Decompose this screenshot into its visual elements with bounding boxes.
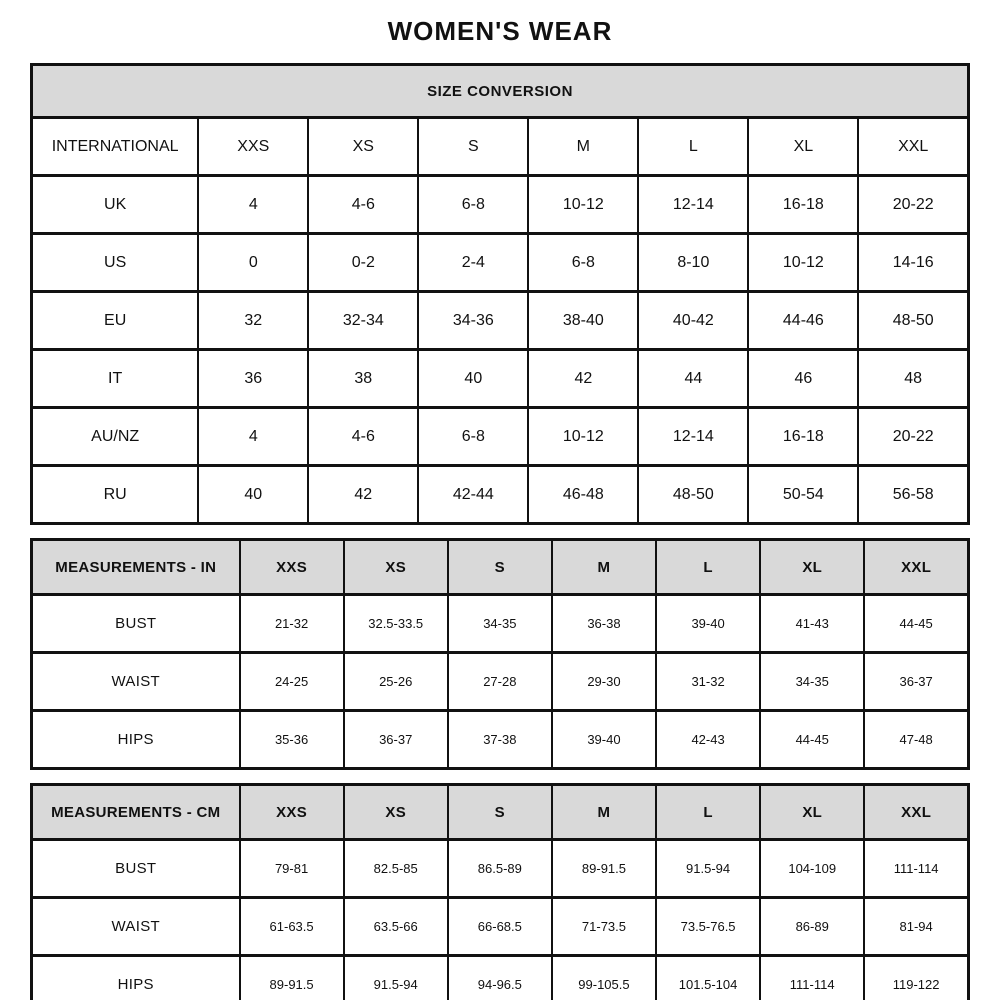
column-header-xxl: XXL bbox=[864, 540, 968, 595]
table-cell: 31-32 bbox=[656, 653, 760, 711]
column-header-row bbox=[32, 118, 969, 176]
table-cell: 38-40 bbox=[528, 292, 638, 350]
column-header-l: L bbox=[656, 540, 760, 595]
column-header-xs: XS bbox=[344, 540, 448, 595]
table-cell: 37-38 bbox=[448, 711, 552, 769]
table-row bbox=[32, 711, 969, 769]
table-cell: 104-109 bbox=[760, 840, 864, 898]
table-cell: 39-40 bbox=[656, 595, 760, 653]
table-cell: 35-36 bbox=[240, 711, 344, 769]
table-cell: 86-89 bbox=[760, 898, 864, 956]
table-cell: 20-22 bbox=[858, 408, 968, 466]
column-header-xs: XS bbox=[308, 118, 418, 176]
table-cell: 34-35 bbox=[760, 653, 864, 711]
table-cell: 47-48 bbox=[864, 711, 968, 769]
row-label: EU bbox=[32, 292, 199, 350]
table-cell: 48-50 bbox=[638, 466, 748, 524]
row-label: UK bbox=[32, 176, 199, 234]
table-cell: 42 bbox=[308, 466, 418, 524]
column-header-row bbox=[32, 785, 969, 840]
table-cell: 24-25 bbox=[240, 653, 344, 711]
table-cell: 119-122 bbox=[864, 956, 968, 1000]
table-cell: 42-43 bbox=[656, 711, 760, 769]
table-cell: 48-50 bbox=[858, 292, 968, 350]
table-cell: 81-94 bbox=[864, 898, 968, 956]
table-cell: 6-8 bbox=[528, 234, 638, 292]
table-cell: 4 bbox=[198, 176, 308, 234]
table-cell: 73.5-76.5 bbox=[656, 898, 760, 956]
table-cell: 61-63.5 bbox=[240, 898, 344, 956]
table-cell: 94-96.5 bbox=[448, 956, 552, 1000]
table-cell: 40 bbox=[198, 466, 308, 524]
column-header-measurements-in: MEASUREMENTS - IN bbox=[32, 540, 240, 595]
table-row bbox=[32, 466, 969, 524]
column-header-xs: XS bbox=[344, 785, 448, 840]
table-cell: 27-28 bbox=[448, 653, 552, 711]
row-label: RU bbox=[32, 466, 199, 524]
column-header-row bbox=[32, 540, 969, 595]
table-banner-row bbox=[32, 65, 969, 118]
table-cell: 36-38 bbox=[552, 595, 656, 653]
table-row bbox=[32, 898, 969, 956]
table-cell: 10-12 bbox=[748, 234, 858, 292]
table-cell: 32 bbox=[198, 292, 308, 350]
table-cell: 0 bbox=[198, 234, 308, 292]
column-header-m: M bbox=[528, 118, 638, 176]
table-row bbox=[32, 956, 969, 1000]
row-label: US bbox=[32, 234, 199, 292]
row-label: AU/NZ bbox=[32, 408, 199, 466]
page-title: WOMEN'S WEAR bbox=[387, 16, 613, 46]
table-cell: 40-42 bbox=[638, 292, 748, 350]
table-cell: 42 bbox=[528, 350, 638, 408]
table-cell: 25-26 bbox=[344, 653, 448, 711]
table-cell: 39-40 bbox=[552, 711, 656, 769]
table-cell: 29-30 bbox=[552, 653, 656, 711]
table-cell: 91.5-94 bbox=[656, 840, 760, 898]
table-cell: 48 bbox=[858, 350, 968, 408]
table-cell: 16-18 bbox=[748, 408, 858, 466]
column-header-xxl: XXL bbox=[858, 118, 968, 176]
table-cell: 82.5-85 bbox=[344, 840, 448, 898]
table-cell: 36 bbox=[198, 350, 308, 408]
table-cell: 6-8 bbox=[418, 408, 528, 466]
column-header-s: S bbox=[418, 118, 528, 176]
column-header-m: M bbox=[552, 785, 656, 840]
table-row bbox=[32, 234, 969, 292]
column-header-s: S bbox=[448, 540, 552, 595]
table-cell: 50-54 bbox=[748, 466, 858, 524]
table-cell: 66-68.5 bbox=[448, 898, 552, 956]
table-cell: 16-18 bbox=[748, 176, 858, 234]
table-cell: 10-12 bbox=[528, 408, 638, 466]
row-label: HIPS bbox=[32, 711, 240, 769]
table-cell: 12-14 bbox=[638, 176, 748, 234]
column-header-xxs: XXS bbox=[240, 540, 344, 595]
table-cell: 4-6 bbox=[308, 176, 418, 234]
table-row bbox=[32, 408, 969, 466]
table-cell: 38 bbox=[308, 350, 418, 408]
column-header-xl: XL bbox=[760, 785, 864, 840]
table-row bbox=[32, 653, 969, 711]
row-label: BUST bbox=[32, 595, 240, 653]
column-header-xxl: XXL bbox=[864, 785, 968, 840]
table-cell: 36-37 bbox=[344, 711, 448, 769]
column-header-measurements-cm: MEASUREMENTS - CM bbox=[32, 785, 240, 840]
table-cell: 71-73.5 bbox=[552, 898, 656, 956]
table-cell: 42-44 bbox=[418, 466, 528, 524]
table-cell: 56-58 bbox=[858, 466, 968, 524]
table-cell: 34-35 bbox=[448, 595, 552, 653]
table-cell: 36-37 bbox=[864, 653, 968, 711]
table-cell: 89-91.5 bbox=[552, 840, 656, 898]
table-cell: 46-48 bbox=[528, 466, 638, 524]
table-cell: 111-114 bbox=[864, 840, 968, 898]
measurements-cm-table bbox=[30, 783, 970, 1000]
table-cell: 34-36 bbox=[418, 292, 528, 350]
row-label: HIPS bbox=[32, 956, 240, 1000]
column-header-l: L bbox=[638, 118, 748, 176]
table-row bbox=[32, 595, 969, 653]
table-cell: 101.5-104 bbox=[656, 956, 760, 1000]
table-cell: 63.5-66 bbox=[344, 898, 448, 956]
row-label: WAIST bbox=[32, 898, 240, 956]
table-cell: 41-43 bbox=[760, 595, 864, 653]
size-conversion-table bbox=[30, 63, 970, 525]
measurements-in-table bbox=[30, 538, 970, 770]
table-cell: 14-16 bbox=[858, 234, 968, 292]
table-cell: 2-4 bbox=[418, 234, 528, 292]
row-label: BUST bbox=[32, 840, 240, 898]
column-header-xl: XL bbox=[748, 118, 858, 176]
table-cell: 4-6 bbox=[308, 408, 418, 466]
column-header-xxs: XXS bbox=[198, 118, 308, 176]
size-conversion-banner: SIZE CONVERSION bbox=[32, 65, 969, 118]
column-header-xl: XL bbox=[760, 540, 864, 595]
table-cell: 99-105.5 bbox=[552, 956, 656, 1000]
table-cell: 10-12 bbox=[528, 176, 638, 234]
table-row bbox=[32, 292, 969, 350]
table-row bbox=[32, 176, 969, 234]
table-cell: 44-45 bbox=[760, 711, 864, 769]
table-cell: 89-91.5 bbox=[240, 956, 344, 1000]
column-header-l: L bbox=[656, 785, 760, 840]
table-cell: 86.5-89 bbox=[448, 840, 552, 898]
table-row bbox=[32, 350, 969, 408]
row-label: WAIST bbox=[32, 653, 240, 711]
table-cell: 91.5-94 bbox=[344, 956, 448, 1000]
table-cell: 44 bbox=[638, 350, 748, 408]
table-cell: 4 bbox=[198, 408, 308, 466]
table-cell: 44-46 bbox=[748, 292, 858, 350]
table-cell: 40 bbox=[418, 350, 528, 408]
table-row bbox=[32, 840, 969, 898]
column-header-m: M bbox=[552, 540, 656, 595]
row-label: IT bbox=[32, 350, 199, 408]
column-header-xxs: XXS bbox=[240, 785, 344, 840]
table-cell: 32.5-33.5 bbox=[344, 595, 448, 653]
table-cell: 44-45 bbox=[864, 595, 968, 653]
column-header-international: INTERNATIONAL bbox=[32, 118, 199, 176]
table-cell: 6-8 bbox=[418, 176, 528, 234]
table-cell: 21-32 bbox=[240, 595, 344, 653]
table-cell: 20-22 bbox=[858, 176, 968, 234]
table-cell: 0-2 bbox=[308, 234, 418, 292]
table-cell: 111-114 bbox=[760, 956, 864, 1000]
table-cell: 79-81 bbox=[240, 840, 344, 898]
table-cell: 46 bbox=[748, 350, 858, 408]
column-header-s: S bbox=[448, 785, 552, 840]
table-cell: 32-34 bbox=[308, 292, 418, 350]
table-cell: 8-10 bbox=[638, 234, 748, 292]
table-cell: 12-14 bbox=[638, 408, 748, 466]
